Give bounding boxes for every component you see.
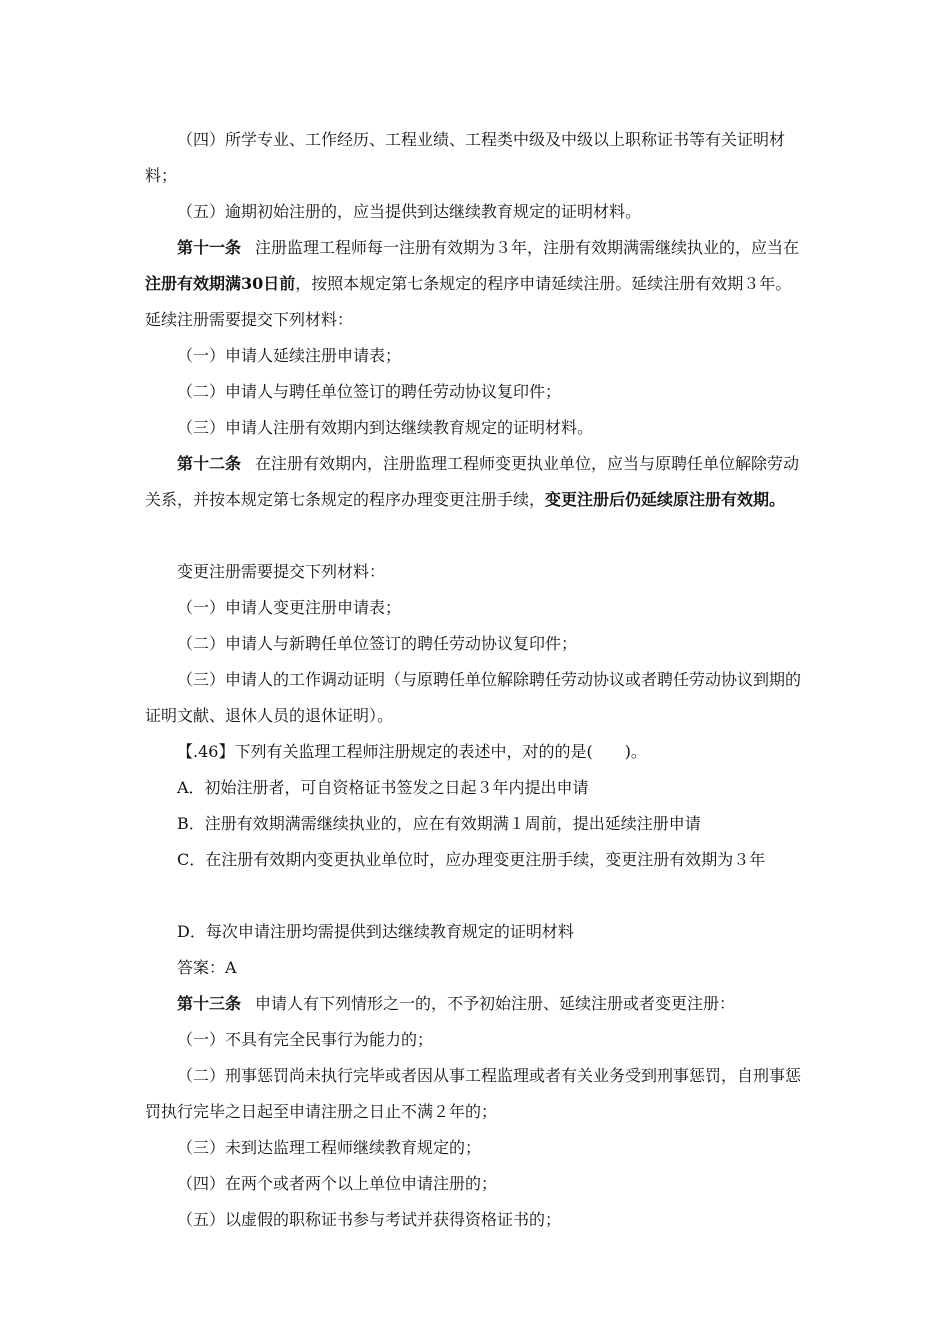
answer: 答案：A: [177, 958, 237, 977]
option-b: B．注册有效期满需继续执业的，应在有效期满１周前，提出延续注册申请: [177, 814, 701, 833]
question-46: 【.46】下列有关监理工程师注册规定的表述中，对的的是( )。: [177, 742, 647, 761]
change-materials-intro: 变更注册需要提交下列材料：: [177, 562, 386, 581]
option-a: A．初始注册者，可自资格证书签发之日起３年内提出申请: [177, 778, 589, 797]
refusal-item-4: （四）在两个或者两个以上单位申请注册的；: [177, 1174, 498, 1193]
paragraph-materials-4: （四）所学专业、工作经历、工程业绩、工程类中级及中级以上职称证书等有关证明材料；: [145, 130, 786, 185]
article-11: [145, 230, 805, 338]
article-11-text-2: ，按照本规定第七条规定的程序申请延续注册。延续注册有效期３年。延续注册需要提交下列材料：: [145, 274, 792, 329]
renewal-item-3: （三）申请人注册有效期内到达继续教育规定的证明材料。: [177, 418, 594, 437]
paragraph-materials-5: （五）逾期初始注册的，应当提供到达继续教育规定的证明材料。: [177, 202, 642, 221]
change-item-3: （三）申请人的工作调动证明（与原聘任单位解除聘任劳动协议或者聘任劳动协议到期的证明文献、退休人员的退休证明）。: [145, 670, 802, 725]
article-13-heading: 第十三条: [177, 994, 242, 1013]
refusal-item-5: （五）以虚假的职称证书参与考试并获得资格证书的；: [177, 1210, 562, 1229]
option-c: C．在注册有效期内变更执业单位时，应办理变更注册手续，变更注册有效期为３年: [177, 850, 766, 869]
article-11-bold: 注册有效期满30日前: [145, 274, 296, 293]
article-11-text-1: 注册监理工程师每一注册有效期为３年，注册有效期满需继续执业的，应当在: [255, 238, 800, 257]
article-12: [145, 446, 805, 518]
article-12-bold: 变更注册后仍延续原注册有效期。: [545, 490, 786, 509]
option-d: D．每次申请注册均需提供到达继续教育规定的证明材料: [177, 922, 574, 941]
change-item-2: （二）申请人与新聘任单位签订的聘任劳动协议复印件；: [177, 634, 578, 653]
article-11-heading: 第十一条: [177, 238, 242, 257]
renewal-item-2: （二）申请人与聘任单位签订的聘任劳动协议复印件；: [177, 382, 562, 401]
article-12-heading: 第十二条: [177, 454, 242, 473]
article-13: [145, 986, 805, 1022]
renewal-item-1: （一）申请人延续注册申请表；: [177, 346, 402, 365]
change-item-1: （一）申请人变更注册申请表；: [177, 598, 402, 617]
refusal-item-1: （一）不具有完全民事行为能力的；: [177, 1030, 434, 1049]
refusal-item-3: （三）未到达监理工程师继续教育规定的；: [177, 1138, 482, 1157]
article-12-text-1: 在注册有效期内，注册监理工程师变更执业单位，应当与原聘任单位解除劳动关系，并按本规定第七条规定的程序办理变更注册手续，: [145, 454, 800, 509]
refusal-item-2: （二）刑事惩罚尚未执行完毕或者因从事工程监理或者有关业务受到刑事惩罚，自刑事惩罚执行完毕之日起至申请注册之日止不满２年的；: [145, 1066, 802, 1121]
article-13-text-1: 申请人有下列情形之一的，不予初始注册、延续注册或者变更注册：: [255, 994, 736, 1013]
